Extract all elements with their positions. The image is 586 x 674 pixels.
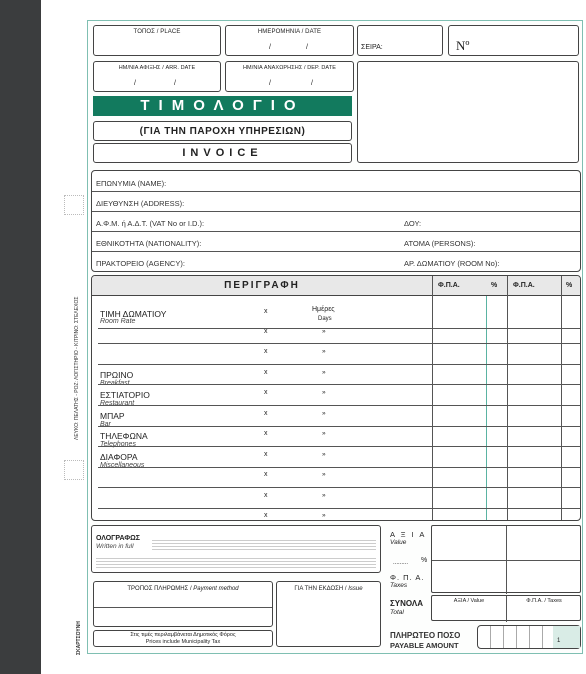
ditto-mark: » <box>322 328 326 335</box>
ditto-mark: » <box>322 430 326 437</box>
table-row-line <box>98 508 432 509</box>
table-row-line <box>98 426 432 427</box>
stamp-area[interactable] <box>357 61 579 163</box>
table-row-line <box>98 446 432 447</box>
tax-office-label: ΔΟΥ: <box>404 219 422 228</box>
ditto-mark: » <box>322 512 326 519</box>
table-row-line-vat <box>432 328 581 329</box>
payment-method-field[interactable]: ΤΡΟΠΟΣ ΠΛΗΡΩΜΗΣ / Payment method <box>93 581 273 627</box>
days-header-greek: Ημέρες <box>312 306 335 313</box>
municipal-tax-note: Στις τιμές περιλαμβάνεται Δημοτικός Φόρος Prices include Municipality Tax <box>93 630 273 647</box>
ditto-mark: » <box>322 369 326 376</box>
ditto-mark: » <box>322 389 326 396</box>
multiply-mark: x <box>264 389 268 396</box>
value-label: Α Ξ Ι Α <box>390 530 427 539</box>
multiply-mark: x <box>264 492 268 499</box>
multiply-mark: x <box>264 410 268 417</box>
table-row-line <box>98 343 432 344</box>
ditto-mark: » <box>322 348 326 355</box>
taxes-label: Φ. Π. Α. <box>390 573 425 582</box>
item-bar: ΜΠΑΡ <box>100 411 125 421</box>
table-row-line-vat <box>432 343 581 344</box>
item-restaurant: ΕΣΤΙΑΤΟΡΙΟ <box>100 390 150 400</box>
payable-amount-label-greek: ΠΛΗΡΩΤΕΟ ΠΟΣΟ <box>390 631 461 640</box>
vat-column-header-2: Φ.Π.Α. <box>513 282 535 289</box>
agency-label: ΠΡΑΚΤΟΡΕΙΟ (AGENCY): <box>96 259 185 268</box>
totals-row[interactable]: ΑΞΙΑ / Value Φ.Π.Α. / Taxes <box>431 595 581 621</box>
multiply-mark: x <box>264 308 268 315</box>
amount-in-words-field[interactable]: ΟΛΟΓΡΑΦΩΣ Written in full <box>91 525 381 573</box>
multiply-mark: x <box>264 451 268 458</box>
printer-brand: ΣΚΑΡΤΣΟΥΝΗ <box>76 621 82 655</box>
invoice-title-greek: ΤΙΜΟΛΟΓΙΟ <box>93 96 352 116</box>
table-row-line-vat <box>432 426 581 427</box>
customer-section <box>91 170 581 272</box>
multiply-mark: x <box>264 328 268 335</box>
item-room-rate: ΤΙΜΗ ΔΩΜΑΤΙΟΥ <box>100 309 167 319</box>
vat-label: Α.Φ.Μ. ή Α.Δ.Τ. (VAT No or I.D.): <box>96 219 205 228</box>
multiply-mark: x <box>264 369 268 376</box>
issue-signature-field[interactable]: ΓΙΑ ΤΗΝ ΕΚΔΟΣΗ / Issue <box>276 581 381 647</box>
item-breakfast: ΠΡΩΙΝΟ <box>100 370 134 380</box>
copy-colors-note: ΛΕΥΚΟ: ΠΕΛΑΤΗΣ - ΡΟΖ: ΛΟΓΙΣΤΗΡΙΟ - ΚΙΤΡΙΝΟ: ΣΤΕΛΕΧΟΣ <box>74 296 80 440</box>
table-row-line-vat <box>432 467 581 468</box>
payable-amount-label-english: PAYABLE AMOUNT <box>390 641 459 650</box>
address-label: ΔΙΕΥΘΥΝΣΗ (ADDRESS): <box>96 199 185 208</box>
vat-column-header-1: Φ.Π.Α. <box>438 282 460 289</box>
totals-label: ΣΥΝΟΛΑ <box>390 599 424 608</box>
table-row-line-vat <box>432 446 581 447</box>
payable-amount-field[interactable]: 1 <box>477 625 581 649</box>
series-field[interactable]: ΣΕΙΡΑ: <box>357 25 443 56</box>
table-row-line-vat <box>432 384 581 385</box>
room-number-label: ΑΡ. ΔΩΜΑΤΙΟΥ (ROOM No): <box>404 259 500 268</box>
multiply-mark: x <box>264 430 268 437</box>
punch-mark-top <box>64 195 84 215</box>
totals-grid[interactable] <box>431 525 581 593</box>
ditto-mark: » <box>322 451 326 458</box>
table-row-line <box>98 405 432 406</box>
ditto-mark: » <box>322 471 326 478</box>
description-header: ΠΕΡΙΓΡΑΦΗ <box>224 280 300 291</box>
departure-date-field[interactable]: ΗΜ/ΝΙΑ ΑΝΑΧΩΡΗΣΗΣ / DEP. DATE / / <box>225 61 354 92</box>
table-row-line-vat <box>432 364 581 365</box>
ditto-mark: » <box>322 410 326 417</box>
ditto-mark: » <box>322 492 326 499</box>
invoice-form: ΤΟΠΟΣ / PLACE ΗΜΕΡΟΜΗΝΙΑ / DATE / / ΣΕΙΡΑ: Nº ΗΜ/ΝΙΑ ΑΦΙΞΗΣ / ARR. DATE / / ΗΜ/ΝΙΑ ΑΝΑΧΩΡΗΣΗΣ / DEP. DATE / / ΤΙΜΟΛΟΓΙΟ (ΓΙΑ ΤΗΝ ΠΑΡΟΧΗ ΥΠΗΡΕΣΙΩΝ) INVOICE ΕΠΩΝΥΜΙΑ (NAME): ΔΙΕΥΘΥΝΣΗ (ADDRESS): Α.Φ.Μ. ή Α.Δ.Τ. (VAT No or I.D.): ΔΟΥ: ΕΘΝΙΚΟΤΗΤΑ (NATIONALITY): ΑΤΟΜΑ (PERSONS): ΠΡΑΚΤΟΡΕΙΟ (AGENCY): ΑΡ. ΔΩΜΑΤΙΟΥ (ROOM No): ΠΕΡΙΓΡΑΦΗ Φ.Π.Α. % Φ.Π.Α. % Ημέρες Days ΤΙΜΗ ΔΩΜΑΤΙΟΥ Room Rate ΠΡΩΙΝΟ Breakfast ΕΣΤΙΑΤΟΡΙΟ Restaurant ΜΠΑΡ Bar ΤΗΛΕΦΩΝΑ Telephones ΔΙΑΦΟΡΑ Miscellaneous x x » x » x » x » x » x » x » x » x » x » ΟΛΟΓΡΑΦΩΣ Written in full Α Ξ Ι Α Value ......... % Φ. Π. Α. Taxes ΣΥΝΟΛΑ Total ΑΞΙΑ / Value Φ.Π.Α. / Taxes ΤΡΟΠΟΣ ΠΛΗΡΩΜΗΣ / Payment method ΓΙΑ ΤΗΝ ΕΚΔΟΣΗ / Issue Στις τιμές περιλαμβάνεται Δημοτικός Φόρος Prices include Municipality Tax ΠΛΗΡΩΤΕΟ ΠΟΣΟ PAYABLE AMOUNT 1 <box>87 20 583 654</box>
table-row-line <box>98 467 432 468</box>
table-row-line <box>98 384 432 385</box>
days-header-english: Days <box>318 316 332 322</box>
left-binding-strip <box>0 0 41 674</box>
table-row-line <box>98 364 432 365</box>
invoice-title-english: INVOICE <box>93 143 352 163</box>
table-row-line <box>98 487 432 488</box>
number-field[interactable]: Nº <box>448 25 579 56</box>
arrival-date-field[interactable]: ΗΜ/ΝΙΑ ΑΦΙΞΗΣ / ARR. DATE / / <box>93 61 221 92</box>
persons-label: ΑΤΟΜΑ (PERSONS): <box>404 239 476 248</box>
multiply-mark: x <box>264 471 268 478</box>
customer-name-label: ΕΠΩΝΥΜΙΑ (NAME): <box>96 179 167 188</box>
table-row-line-vat <box>432 405 581 406</box>
table-row-line-vat <box>432 508 581 509</box>
description-table: ΠΕΡΙΓΡΑΦΗ Φ.Π.Α. % Φ.Π.Α. % Ημέρες Days ΤΙΜΗ ΔΩΜΑΤΙΟΥ Room Rate ΠΡΩΙΝΟ Breakfast ΕΣΤΙΑΤΟΡΙΟ Restaurant ΜΠΑΡ Bar ΤΗΛΕΦΩΝΑ Telephones ΔΙΑΦΟΡΑ Miscellaneous x x » x » x » x » x » x » x » x » x » x » <box>91 275 581 521</box>
item-telephones: ΤΗΛΕΦΩΝΑ <box>100 431 148 441</box>
nationality-label: ΕΘΝΙΚΟΤΗΤΑ (NATIONALITY): <box>96 239 202 248</box>
table-row-line-vat <box>432 487 581 488</box>
multiply-mark: x <box>264 348 268 355</box>
multiply-mark: x <box>264 512 268 519</box>
invoice-subtitle: (ΓΙΑ ΤΗΝ ΠΑΡΟΧΗ ΥΠΗΡΕΣΙΩΝ) <box>93 121 352 141</box>
date-field[interactable]: ΗΜΕΡΟΜΗΝΙΑ / DATE / / <box>225 25 354 56</box>
place-field[interactable]: ΤΟΠΟΣ / PLACE <box>93 25 221 56</box>
punch-mark-bottom <box>64 460 84 480</box>
item-miscellaneous: ΔΙΑΦΟΡΑ <box>100 452 138 462</box>
